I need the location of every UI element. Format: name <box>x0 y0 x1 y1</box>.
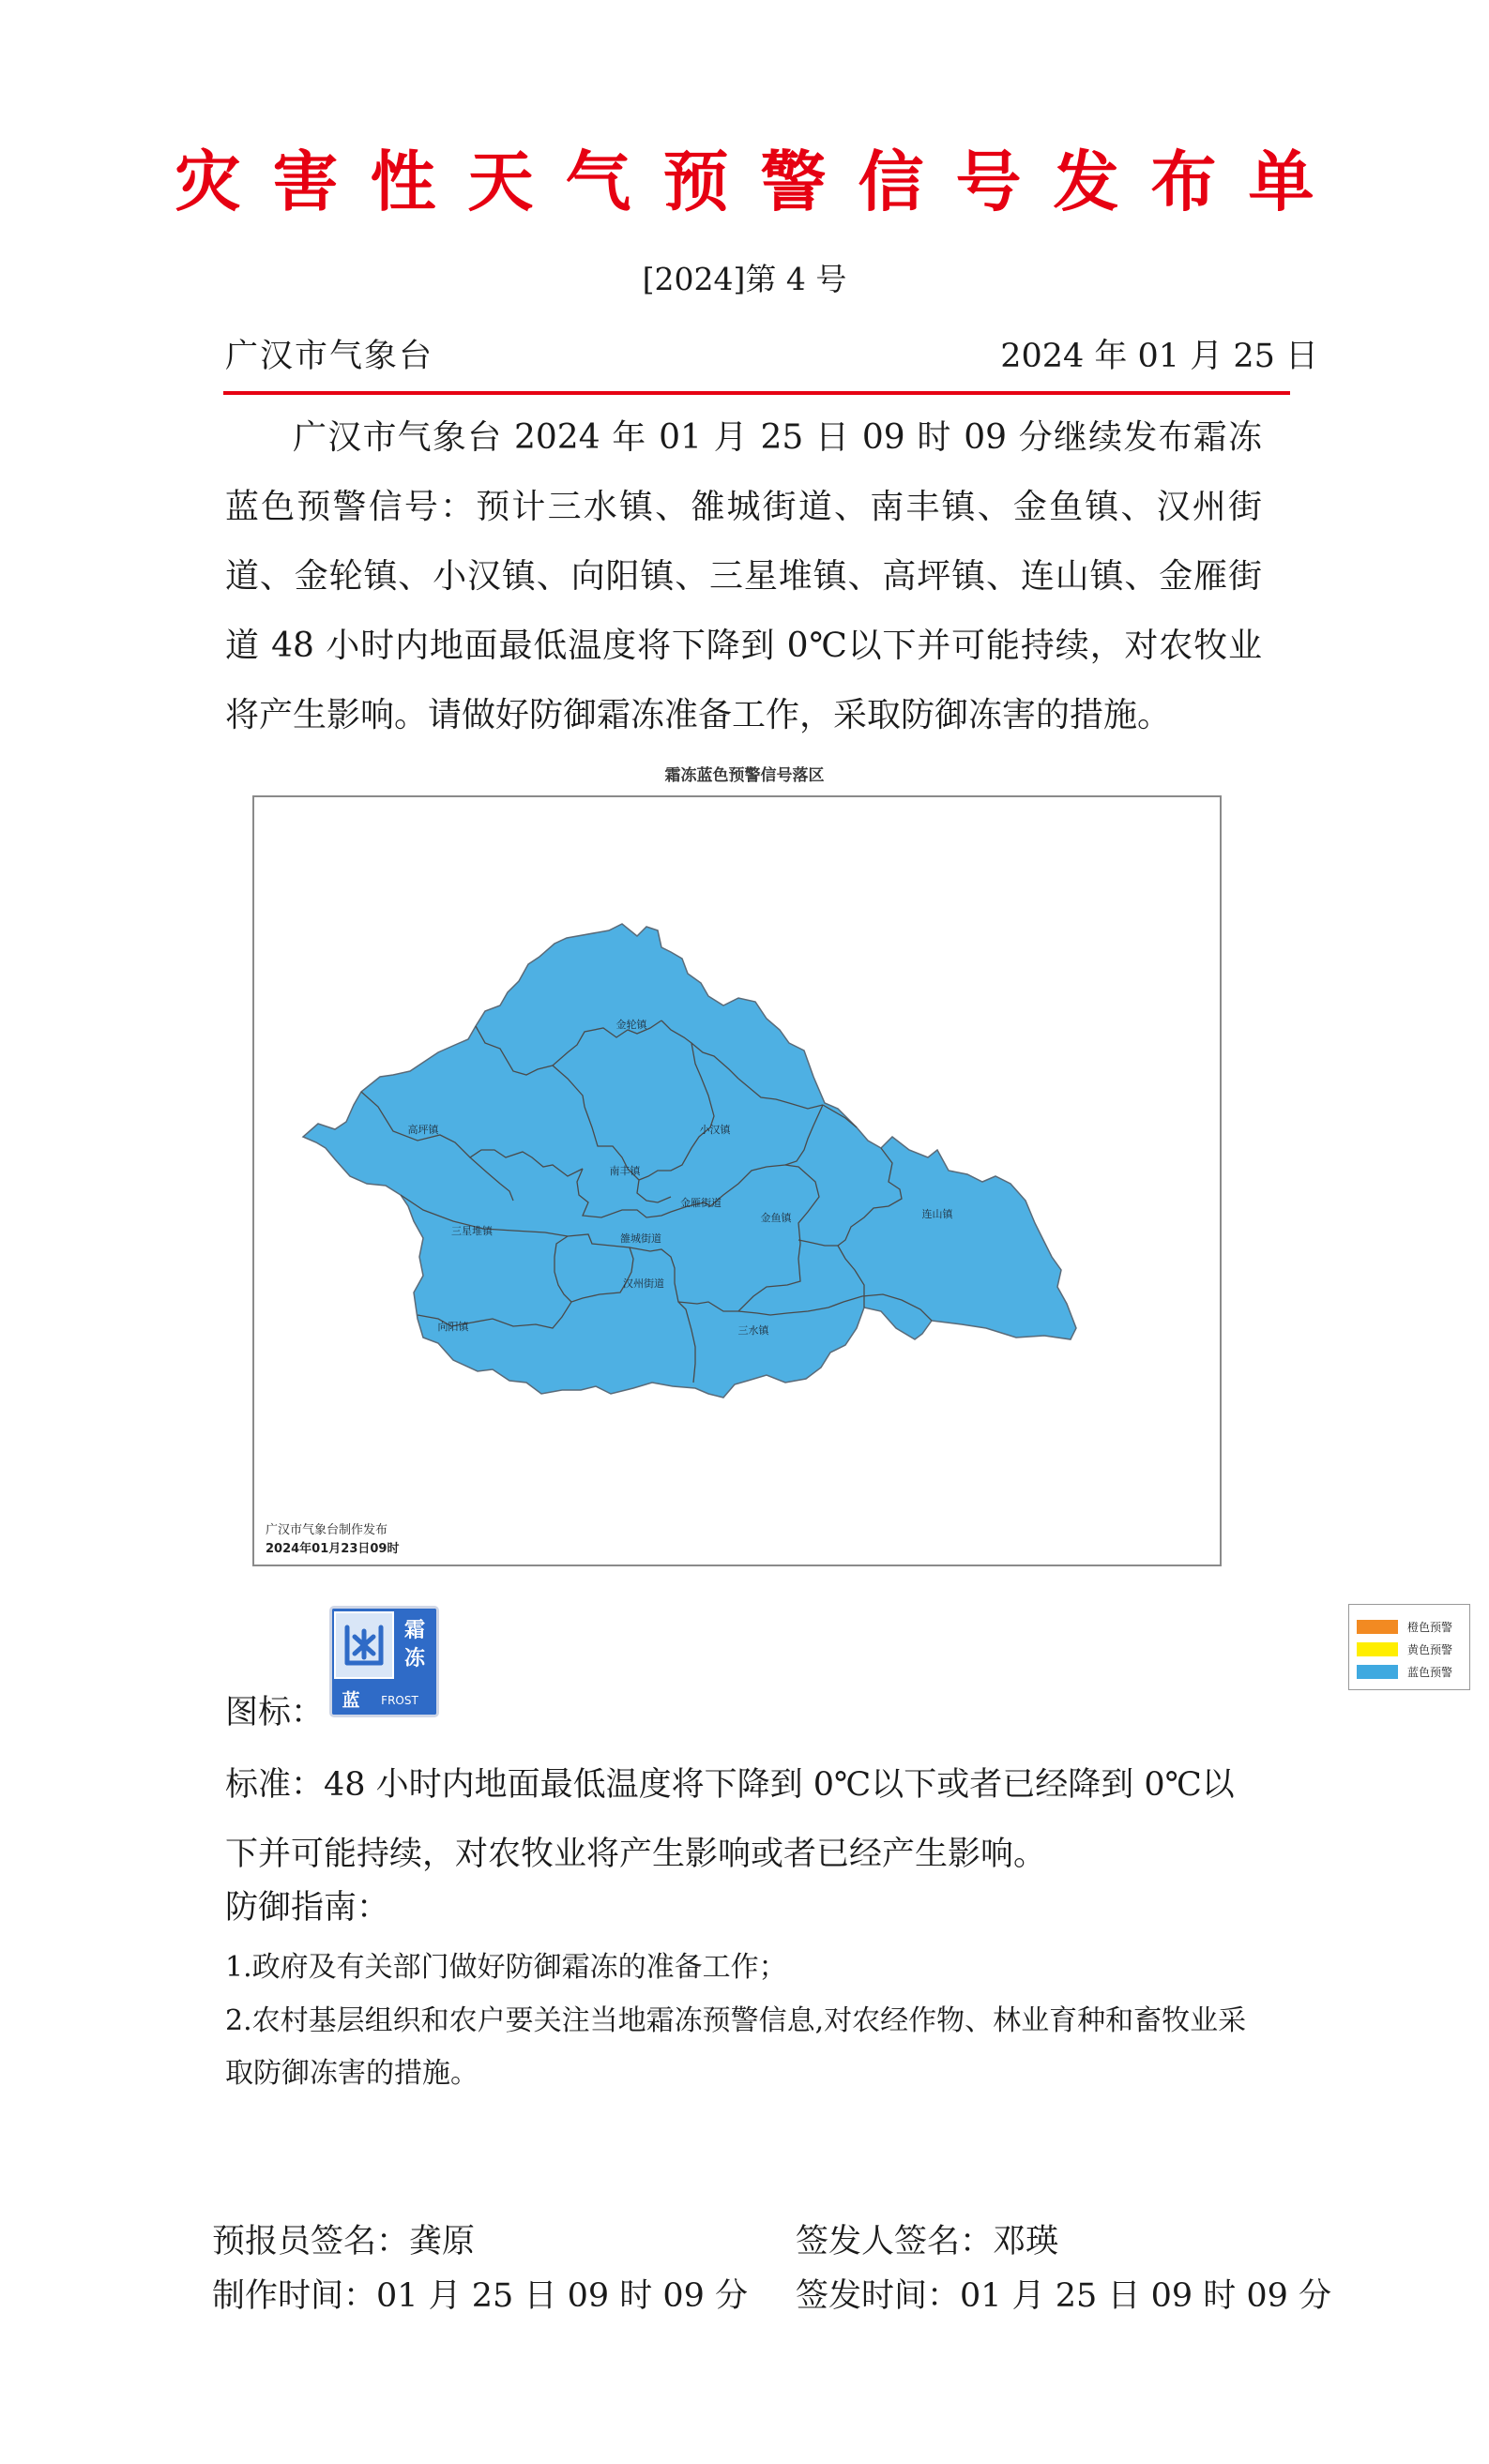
legend-label-yellow: 黄色预警 <box>1407 1642 1453 1656</box>
legend-swatch-orange <box>1357 1620 1398 1634</box>
legend-item-orange <box>1357 1618 1452 1635</box>
legend-item-yellow <box>1357 1640 1452 1657</box>
legend-swatch-blue <box>1357 1665 1398 1679</box>
map-legend <box>1348 1604 1470 1690</box>
town-label: 南丰镇 <box>609 1165 641 1177</box>
issuer-name: 广汉市气象台 <box>225 338 434 375</box>
frost-icon-title: 霜 <box>403 1619 426 1642</box>
town-label: 金雁街道 <box>680 1197 722 1209</box>
guidance-item: 2.农村基层组织和农户要关注当地霜冻预警信息,对农经作物、林业育种和畜牧业采取防御冻害的措施。 <box>225 2004 1247 2090</box>
issued-time: 签发时间：01 月 25 日 09 时 09 分 <box>796 2277 1332 2315</box>
frost-icon-level: 蓝 <box>342 1690 360 1711</box>
town-label: 金轮镇 <box>615 1019 647 1031</box>
warning-paragraph: 广汉市气象台 2024 年 01 月 25 日 09 时 09 分继续发布霜冻蓝色预警信号：预计三水镇、雒城街道、南丰镇、金鱼镇、汉州街道、金轮镇、小汉镇、向阳镇、三星堆镇、高坪镇、连山镇、金雁街道 48 小时内地面最低温度将下降到 0℃以下并可能持续，对农牧业将产生影响。请做好防御霜冻准备工作，采取防御冻害的措施。 <box>225 418 1262 734</box>
guidance-heading: 防御指南： <box>225 1889 390 1927</box>
town-label: 连山镇 <box>921 1208 953 1220</box>
signer-signature: 签发人签名：邓瑛 <box>796 2223 1059 2260</box>
icon-label: 图标： <box>225 1694 325 1731</box>
issue-date: 2024 年 01 月 25 日 <box>1000 338 1318 375</box>
forecaster-signature: 预报员签名：龚原 <box>212 2223 476 2260</box>
document-title: 灾害性天气预警信号发布单 <box>175 143 1346 220</box>
town-label: 汉州街道 <box>623 1277 664 1290</box>
town-label: 三水镇 <box>737 1324 769 1337</box>
frost-blue-signal-icon <box>329 1606 439 1717</box>
town-label: 向阳镇 <box>437 1321 469 1333</box>
town-label: 三星堆镇 <box>451 1225 493 1237</box>
document-number: [2024]第 4 号 <box>642 261 847 297</box>
map-credit-issuer: 广汉市气象台制作发布 <box>266 1523 388 1537</box>
town-label: 金鱼镇 <box>760 1212 792 1224</box>
town-label: 小汉镇 <box>699 1124 731 1136</box>
frost-icon-graphic <box>332 1609 436 1715</box>
frost-icon-title-second: 冻 <box>403 1647 426 1670</box>
map-canvas <box>254 797 1220 1565</box>
county-shape <box>303 924 1076 1398</box>
town-label: 雒城街道 <box>620 1232 661 1245</box>
legend-label-blue: 蓝色预警 <box>1407 1665 1453 1679</box>
frost-icon-english: FROST <box>381 1694 418 1707</box>
guidance-item: 1.政府及有关部门做好防御霜冻的准备工作； <box>225 1951 787 1984</box>
map-credit-time: 2024年01月23日09时 <box>266 1542 400 1556</box>
legend-label-orange: 橙色预警 <box>1407 1620 1453 1634</box>
legend-swatch-yellow <box>1357 1642 1398 1656</box>
standard-text: 标准：48 小时内地面最低温度将下降到 0℃以下或者已经降到 0℃以下并可能持续，对农牧业将产生影响或者已经产生影响。 <box>225 1766 1235 1873</box>
made-time: 制作时间：01 月 25 日 09 时 09 分 <box>212 2277 749 2315</box>
map-credit <box>266 1521 399 1559</box>
town-label: 高坪镇 <box>407 1124 439 1136</box>
warning-area-map <box>252 795 1453 1679</box>
county-fill <box>303 924 1076 1398</box>
legend-item-blue <box>1357 1663 1452 1680</box>
map-title: 霜冻蓝色预警信号落区 <box>664 766 825 785</box>
red-divider-line <box>223 391 1290 395</box>
